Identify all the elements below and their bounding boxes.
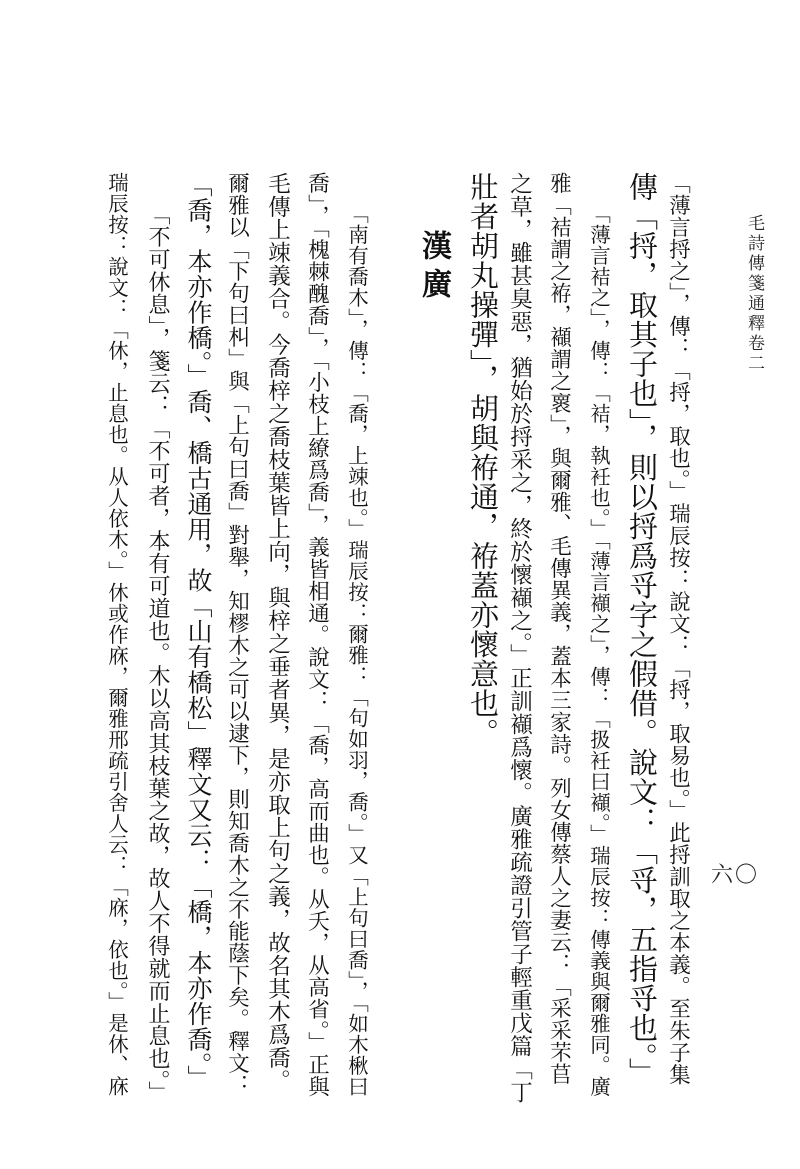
text-column-10: 爾雅以「下句曰朻」與「上句曰喬」對舉，知樛木之可以逮下，則知喬木之不能蔭下矣。釋文：: [224, 172, 250, 1096]
text-column-5: 之草，雖甚臭惡，猶始於捋采之，終於懷襭之。」正訓襭爲懷。廣雅疏證引管子輕重戊篇「丁: [506, 172, 533, 1104]
text-column-9: 毛傳上竦義合。今喬梓之喬枝葉皆上向，與梓之垂者異，是亦取上句之義，故名其木爲喬。: [264, 172, 291, 1092]
page-number: 六〇: [710, 863, 759, 888]
text-column-13: 瑞辰按：說文：「休，止息也。从人依木。」休或作庥，爾雅邢疏引舍人云：「庥，依也。」是休、庥: [104, 172, 129, 1097]
section-heading: 漢廣: [416, 230, 451, 306]
running-header: 毛詩傳箋通釋卷二: [744, 214, 764, 374]
text-column-2: 傳「捋，取其子也」，則以捋爲寽字之假借。說文：「寽，五指寽也。」: [625, 172, 659, 1087]
text-column-3: 「薄言袺之」，傳：「袺，執衽也。」「薄言襭之」，傳：「扱衽曰襭。」瑞辰按：傳義與爾雅同。廣: [586, 203, 611, 1097]
text-column-12: 「不可休息」，箋云：「不可者，本有可道也。木以高其枝葉之故，故人不得就而止息也。」: [145, 203, 170, 1104]
text-column-1: 「薄言捋之」，傳：「捋，取也。」瑞辰按：說文：「捋，取易也。」此捋訓取之本義。至朱子集: [665, 172, 691, 1086]
text-column-7: 「南有喬木」，傳：「喬，上竦也。」瑞辰按：爾雅：「句如羽，喬。」又「上句曰喬」，「如木楸曰: [344, 203, 369, 1097]
text-column-8: 喬」，「槐棘醜喬」，「小枝上繚爲喬」，義皆相通。說文：「喬，高而曲也。从夭，从高省。」正與: [304, 172, 330, 1098]
text-column-4: 雅「袺謂之袸，襭謂之褱」，與爾雅、毛傳異義，蓋本三家詩。列女傳蔡人之妻云：「采采芣苢: [546, 172, 572, 1086]
text-column-11: 「喬，本亦作橋。」喬、橋古通用，故「山有橋松」釋文又云：「橋，本亦作喬。」: [184, 172, 213, 1091]
text-column-6: 壯者胡丸操彈」，胡與袸通，袸蓋亦懷意也。: [466, 172, 500, 748]
